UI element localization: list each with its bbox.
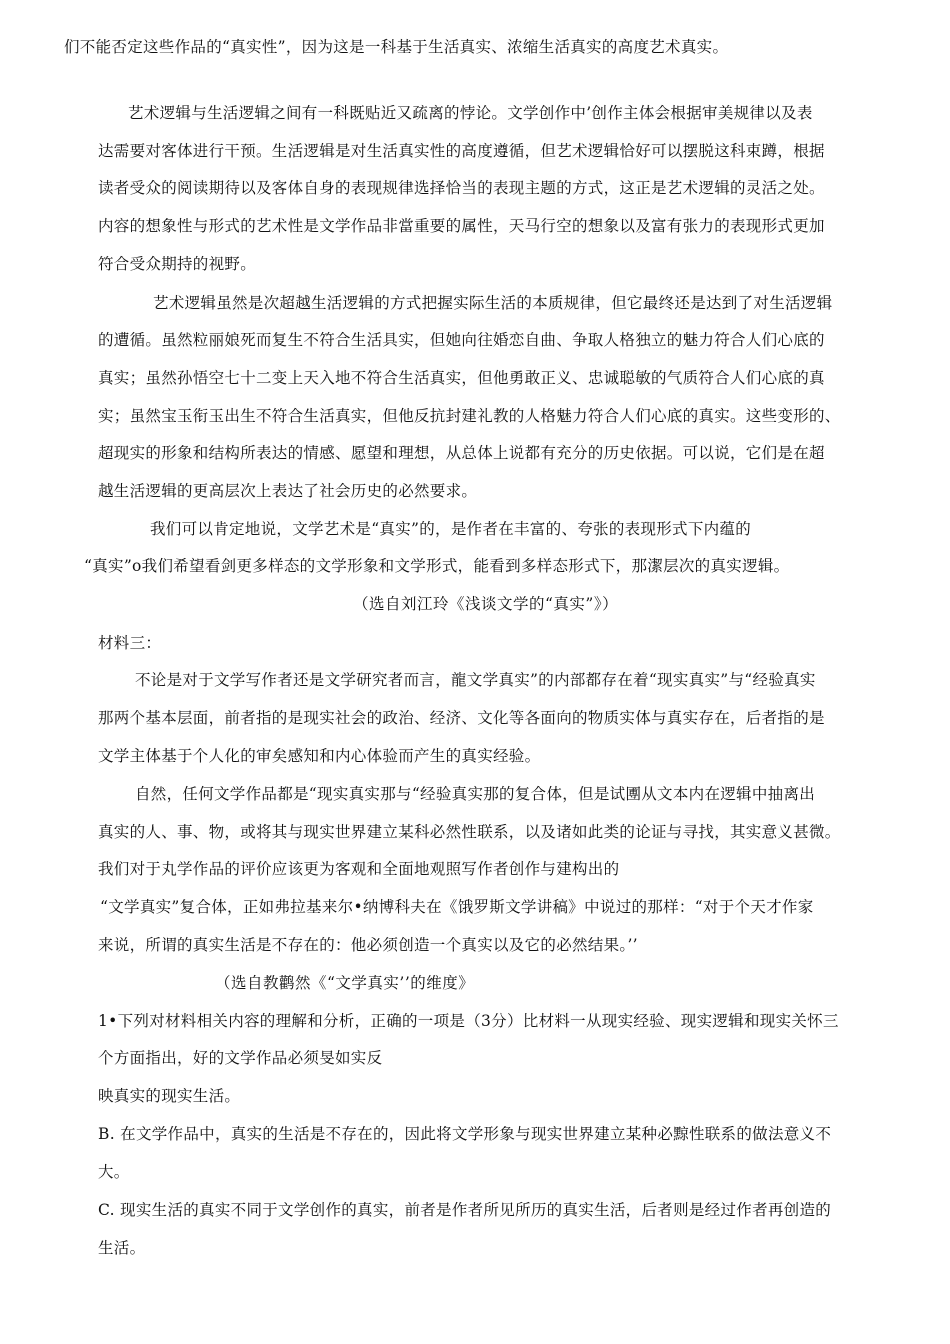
source-citation: （选自教鹳然《“文学真实’’的维度》	[215, 974, 475, 992]
paragraph-line: 艺术逻辑虽然是次超越生活逻辑的方式把握实际生活的本质规律，但它最终还是达到了对生活逻辑	[153, 294, 833, 312]
paragraph-line: 真实；虽然孙悟空七十二变上天入地不符合生活真实，但他勇敢正义、忠诚聪敏的气质符合人们心底的真	[98, 369, 825, 387]
question-line: 1•下列对材料相关内容的理解和分析，正确的一项是（3分）比材料一从现实经验、现实逻辑和现实关怀三	[98, 1012, 839, 1030]
section-heading: 材料三：	[98, 634, 162, 652]
paragraph-line: 读者受众的阅读期待以及客体自身的表现规律选择恰当的表现主题的方式，这正是艺术逻辑的灵活之处。	[98, 179, 825, 197]
paragraph-line: 来说，所谓的真实生活是不存在的：他必须创造一个真实以及它的必然结果。’’	[98, 936, 638, 954]
paragraph-line: 符合受众期持的视野。	[98, 255, 257, 273]
paragraph-line: 不论是对于文学写作者还是文学研究者而言，龍文学真实”的内部都存在着“现实真实”与“经验真实	[135, 671, 816, 689]
paragraph-line: 文学主体基于个人化的审矣感知和内心体验而产生的真实经验。	[98, 747, 541, 765]
option-b-line: B. 在文学作品中，真实的生活是不存在的，因此将文学形象与现实世界建立某种必黥性联系的做法意义不	[98, 1125, 832, 1143]
paragraph-line: 内容的想象性与形式的艺术性是文学作品非當重要的属性，天马行空的想象以及富有张力的表现形式更加	[98, 217, 825, 235]
paragraph-line: 艺术逻辑与生活逻辑之间有一科既贴近又疏离的悖论。文学创作中’创作主体会根据审美规律以及表	[128, 104, 813, 122]
question-line: 映真实的现实生活。	[98, 1087, 241, 1105]
paragraph-line: 真实的人、事、物，或将其与现实世界建立某科必然性联系，以及诸如此类的论证与寻找，其实意义甚微。	[98, 823, 841, 841]
paragraph-line: “文学真实”复合体，正如弗拉基来尔•纳博科夫在《饿罗斯文学讲稿》中说过的那样：“对于个天才作家	[100, 898, 814, 916]
paragraph-line: “真实”o我们希望看剑更多样态的文学形象和文学形式，能看到多样态形式下，那潔层次的真实逻辑。	[84, 557, 790, 575]
paragraph-line: 我们可以肯定地说，文学艺术是“真实”的，是作者在丰富的、夸张的表现形式下内蕴的	[150, 520, 752, 538]
option-b-line: 大。	[98, 1163, 130, 1181]
source-citation: （选自刘江玲《浅谈文学的“真实”》）	[353, 595, 619, 613]
option-c-line: C. 现实生活的真实不同于文学创作的真实，前者是作者所见所历的真实生活，后者则是经过作者再创造的	[98, 1201, 832, 1219]
paragraph-line: 超现实的形象和结构所表达的情感、愿望和理想，从总体上说都有充分的历史依据。可以说，它们是在超	[98, 444, 825, 462]
paragraph-line: 达需要对客体进行干预。生活逻辑是对生活真实性的高度遵循，但艺术逻辑恰好可以摆脱这科束蹲，根据	[98, 142, 825, 160]
option-c-line: 生活。	[98, 1239, 146, 1257]
paragraph-line: 实；虽然宝玉衔玉出生不符合生活真实，但他反抗封建礼教的人格魅力符合人们心底的真实。这些变形的、	[98, 407, 841, 425]
question-line: 个方面指出，好的文学作品必须旻如实反	[98, 1049, 383, 1067]
paragraph-line: 越生活逻辑的更高层次上表达了社会历史的必然要求。	[98, 482, 478, 500]
paragraph-line: 我们对于丸学作品的评价应该更为客观和全面地观照写作者创作与建构出的	[98, 860, 620, 878]
paragraph-line: 的遭循。虽然粒丽娘死而复生不符合生活具实，但她向往婚恋自曲、争取人格独立的魅力符合人们心底的	[98, 331, 825, 349]
paragraph-line: 自然，任何文学作品都是“现实真实那与“经验真实那的复合体，但是试圑从文本内在逻辑中抽离出	[135, 785, 816, 803]
paragraph-line: 那两个基本层面，前者指的是现实社会的政治、经济、文化等各面向的物质实体与真实存在，后者指的是	[98, 709, 825, 727]
paragraph-line: 们不能否定这些作品的“真实性”，因为这是一科基于生活真实、浓缩生活真实的高度艺术真实。	[64, 38, 729, 56]
